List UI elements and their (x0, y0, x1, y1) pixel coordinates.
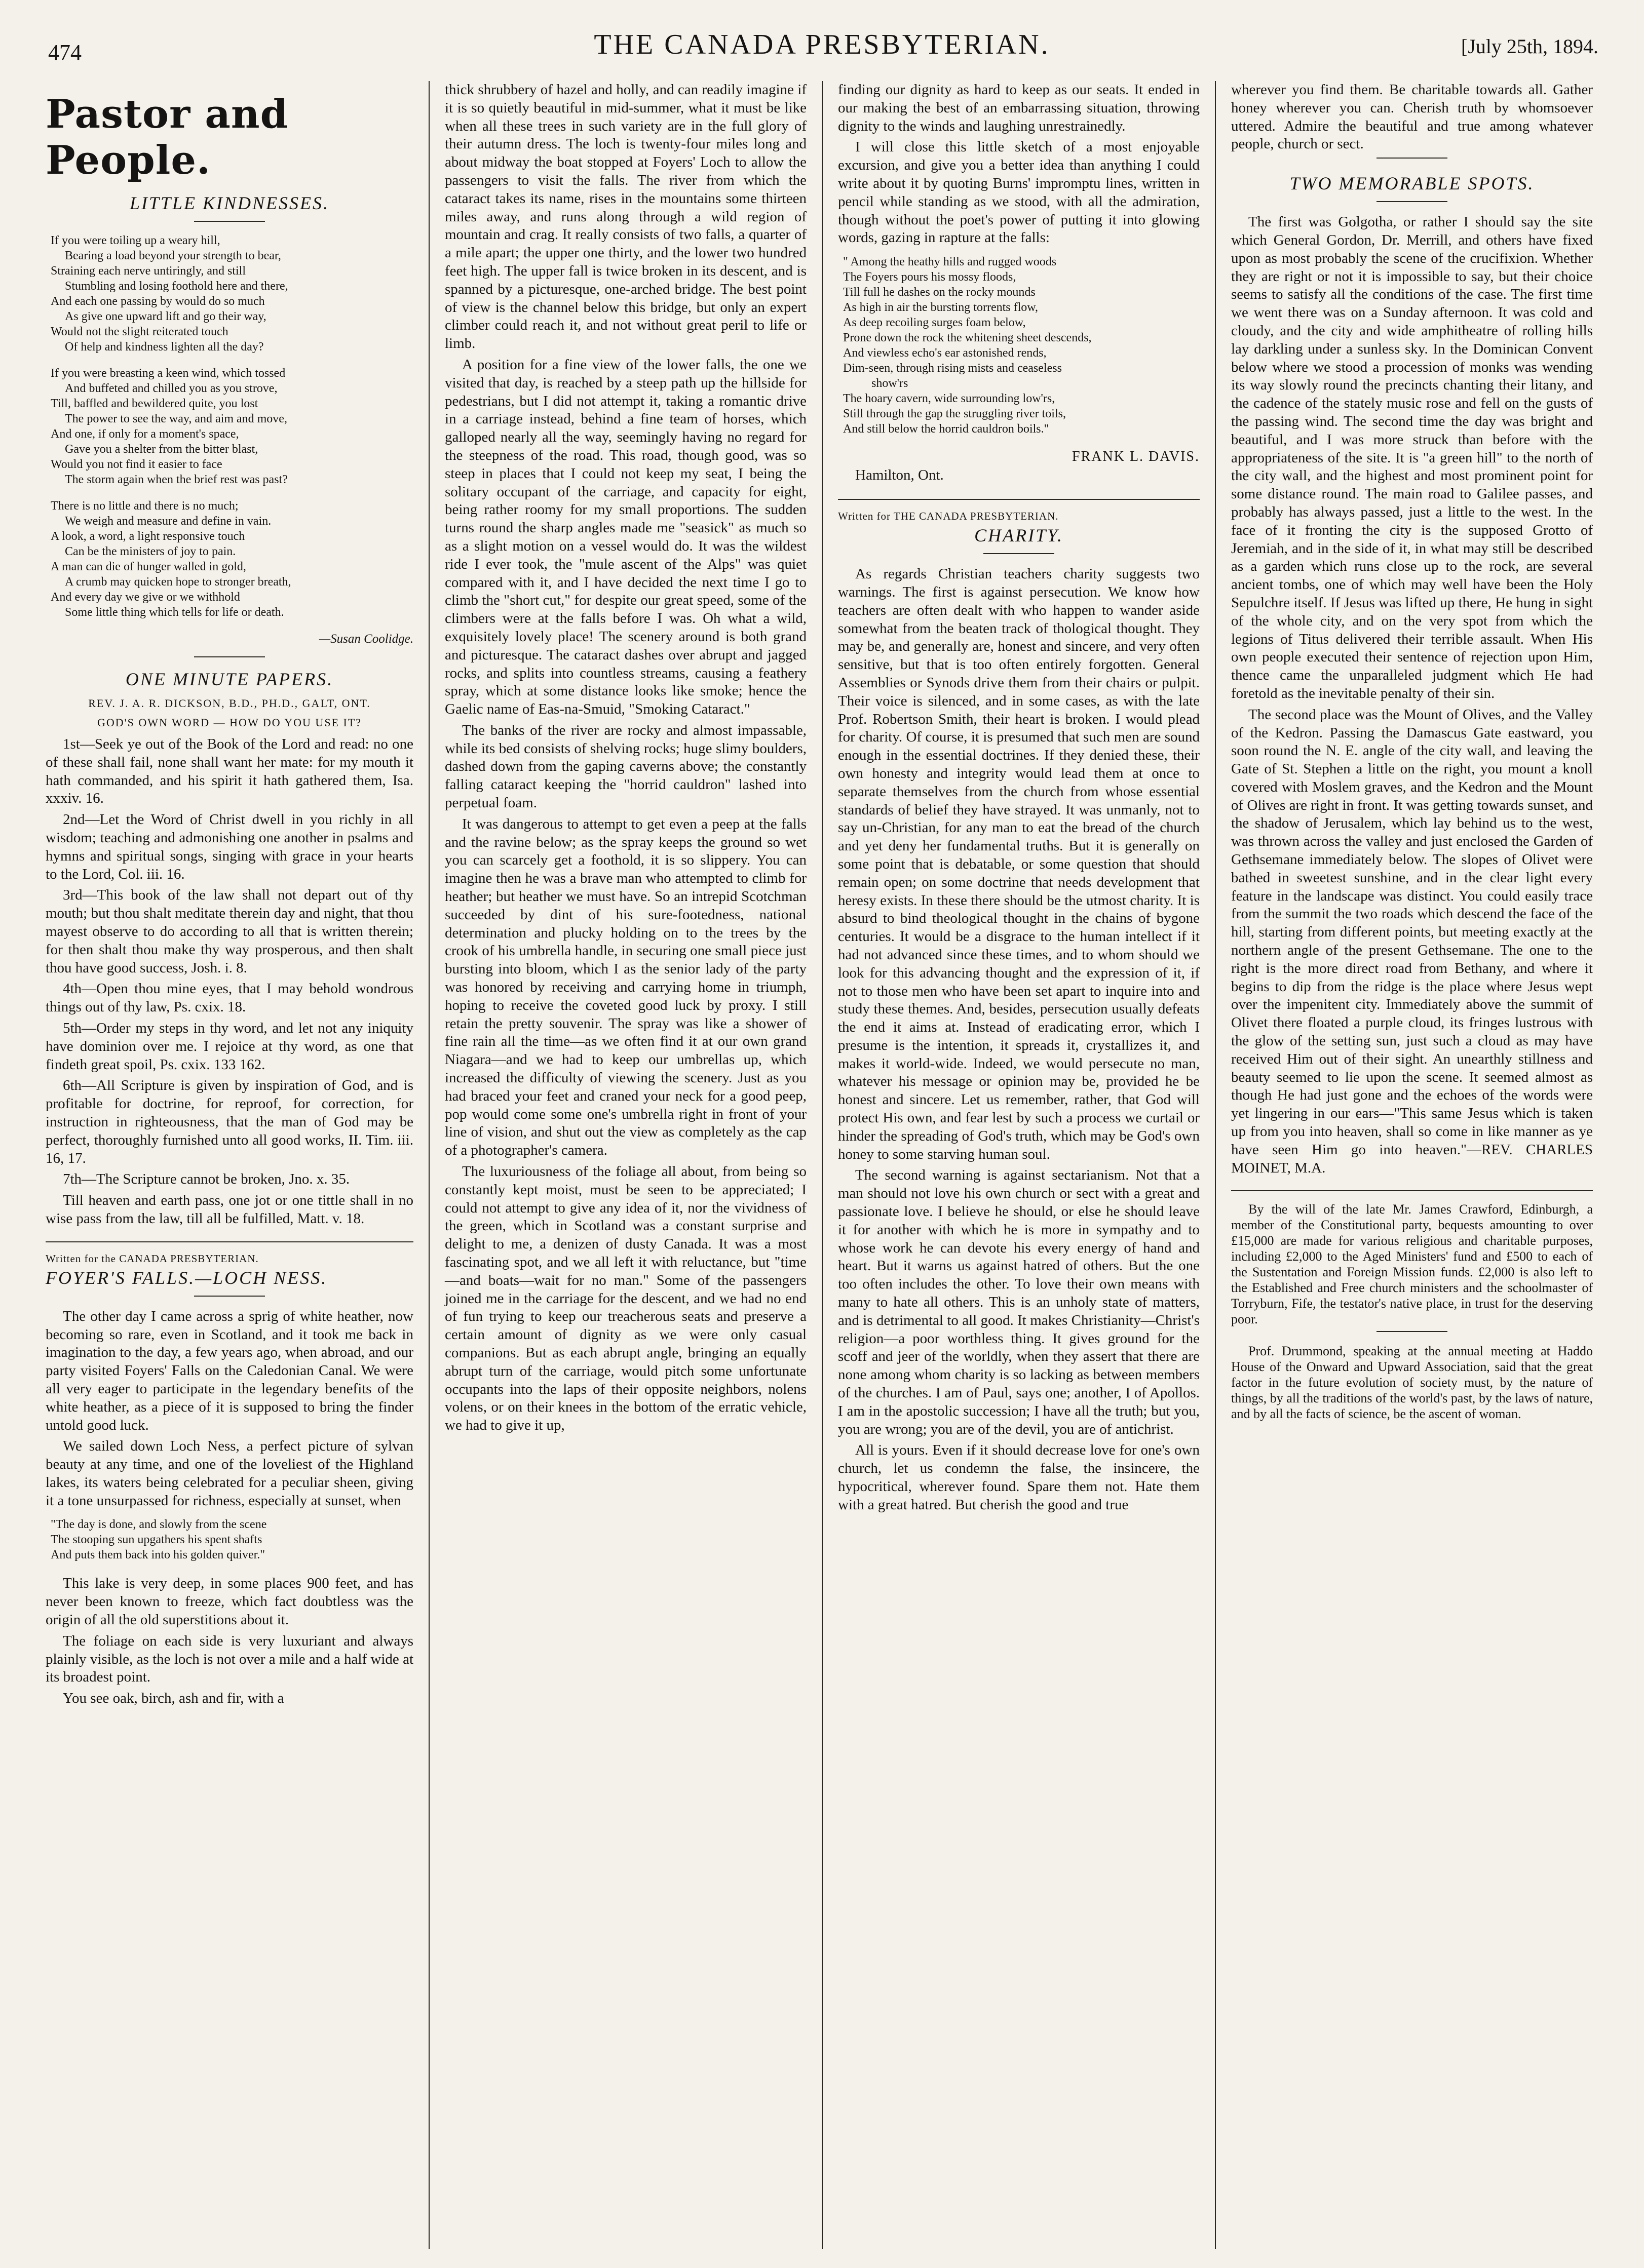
paragraph: I will close this little sketch of a most enjoyable excursion, and give you a better idea than anything I could write about it by quoting Burns' impromptu lines, written in pencil while standing as we stood, with all the admiration, though without the poet's power of putting it into glowing words, gazing in rapture at the falls: (838, 139, 1200, 246)
poem-line: Stumbling and losing foothold here and there, (65, 280, 288, 293)
news-note: Prof. Drummond, speaking at the annual meeting at Haddo House of the Onward and Upward Association, said that the great factor in the future evolution of society must, by the nature of things, by all the traditions of the world's past, by the laws of nature, and by all the facts of science, be the ascent of woman. (1231, 1344, 1593, 1422)
divider (1377, 158, 1447, 159)
column-2 (429, 81, 822, 2249)
article-subhead: GOD'S OWN WORD — HOW DO YOU USE IT? (97, 716, 362, 729)
divider (1377, 201, 1447, 202)
paragraph: We sailed down Loch Ness, a perfect picture of sylvan beauty at any time, and one of the loveliest of the Highland lakes, its waters being celebrated for a peculiar sheen, giving it a tone unsurpassed for richness, especially at sunset, when (46, 1438, 413, 1509)
columns (35, 81, 1609, 2249)
written-for-line: Written for the CANADA PRESBYTERIAN. (46, 1252, 259, 1265)
poem-line: A crumb may quicken hope to stronger breath, (65, 575, 291, 589)
column-1 (35, 81, 429, 2249)
poem-line: As high in air the bursting torrents flow, (843, 301, 1039, 315)
paragraph: wherever you find them. Be charitable towards all. Gather honey wherever you can. Cherish truth by whomsoever uttered. Admire the beautiful and true among whatever people, church or sect. (1231, 82, 1593, 152)
paragraph: As regards Christian teachers charity suggests two warnings. The first is against persecution. We know how teachers are often dealt with who happen to wander aside somewhat from the beaten track of thological thought. They may be, and generally are, honest and sincere, and very often sensitive, but that is too often entirely forgotten. General Assemblies or Synods drive them from their chairs or pulpit. Their voice is silenced, and in some cases, as with the late Prof. Robertson Smith, their heart is broken. I would plead for charity. Of course, it is presumed that such men are sound enough in the essential doctrines. If they denied these, their own honesty and integrity would lead them at once to separate themselves from the church from whose essential standards of belief they have strayed. It was unmanly, not to say un-Christian, for any man to eat the bread of the church and yet deny her fundamental truths. But it is generally on some point that is debatable, or some question that should remain open; on some doctrine that needs development that heresy exists. In these there should be the utmost charity. It is absurd to bind theological thought in the chains of bygone centuries. It would be a disgrace to the human intellect if it had not advanced since these times, and to whom should we look for this advancing thought and the expression of it, if not to those men who have been set apart to inquire into and study these themes. And, besides, persecution usually defeats the end it aims at. Instead of eradicating error, which I presume is the intention, it spreads it, crystallizes it, and makes it world-wide. Indeed, we would persecute no man, whatever his message or opinion may be, provided he be honest and sincere. Let us remember, rather, that God will protect His own, and fear lest by such a process we curtail or hinder the spreading of God's truth, which may be God's own honey to some starving human soul. (838, 566, 1200, 1162)
poem-line: As give one upward lift and go their way, (65, 310, 266, 323)
article-title: CHARITY. (974, 525, 1063, 546)
poem (51, 233, 413, 620)
paragraph: The foliage on each side is very luxuriant and always plainly visible, as the loch is not over a mile and a half wide at its broadest point. (46, 1632, 413, 1686)
poem-line: Prone down the rock the whitening sheet descends, (843, 331, 1092, 345)
poem-line: And still below the horrid cauldron boils." (843, 422, 1049, 436)
poem-line: The power to see the way, and aim and move, (65, 412, 287, 425)
poem-title: LITTLE KINDNESSES. (129, 193, 330, 213)
poem-line: A man can die of hunger walled in gold, (51, 560, 246, 573)
poem-line: Bearing a load beyond your strength to bear, (65, 249, 281, 262)
paragraph: finding our dignity as hard to keep as our seats. It ended in our making the best of an embarrassing situation, throwing dignity to the winds and laughing unrestrainedly. (838, 82, 1200, 134)
divider (194, 221, 265, 222)
paragraph: The luxuriousness of the foliage all about, from being so constantly kept moist, must be seen to be appreciated; I could not attempt to give any idea of it, nor the vividness of the green, which in Scotland was a constant surprise and delight to me, a denizen of dusty Canada. It was a most fascinating spot, and we all left it with reluctance, but "time—and boats—wait for no man." Some of the passengers joined me in the carriage for the descent, and we had no end of fun trying to keep our treacherous seats and preserve a certain amount of dignity as we were only casual companions. But as each abrupt angle, bringing an equally abrupt turn of the carriage, would pitch some unfortunate occupants into the laps of their opposite neighbors, nolens volens, or on their knees in the bottom of the erratic vehicle, we had to give it up, (445, 1163, 807, 1434)
divider (838, 499, 1200, 500)
written-for-line: Written for THE CANADA PRESBYTERIAN. (838, 510, 1059, 523)
quote-line: The stooping sun upgathers his spent shafts (51, 1533, 262, 1547)
news-note: By the will of the late Mr. James Crawford, Edinburgh, a member of the Constitutional party, bequests amounting to over £15,000 are made for various religious and charitable purposes, including £2,000 to the Aged Ministers' fund and £500 to each of the Sustentation and Foreign Mission funds. £2,000 is also left to the Established and Free church ministers and the schoolmaster of Torryburn, Fife, the testator's native place, in trust for the deserving poor. (1231, 1202, 1593, 1327)
poem-line: And buffeted and chilled you as you strove, (65, 382, 278, 395)
paragraph: The banks of the river are rocky and almost impassable, while its bed consists of shelving rocks; huge slimy boulders, dashed down from the gaping caverns above; the constantly falling cataract keeping the "horrid cauldron" lashed into perpetual foam. (445, 722, 807, 811)
poem-line: Gave you a shelter from the bitter blast, (65, 443, 258, 456)
article-title: TWO MEMORABLE SPOTS. (1289, 173, 1535, 194)
poem-line: Would you not find it easier to face (51, 458, 222, 471)
news-notes (1231, 1201, 1593, 1422)
poem-line: And every day we give or we withhold (51, 591, 240, 604)
poem-line: The hoary cavern, wide surrounding low'rs, (843, 392, 1055, 406)
poem-line: If you were breasting a keen wind, which tossed (51, 367, 286, 380)
poem-line: And each one passing by would do so much (51, 295, 265, 308)
column-3 (822, 81, 1215, 2249)
article-title: ONE MINUTE PAPERS. (125, 669, 334, 689)
paragraph: 5th—Order my steps in thy word, and let not any iniquity have dominion over me. I rejoice at thy word, as one that findeth great spoil, Ps. cxix. 133 162. (46, 1020, 413, 1073)
page-number: 474 (48, 40, 82, 65)
paragraph: The first was Golgotha, or rather I should say the site which General Gordon, Dr. Merrill, and others have fixed upon as most probably the scene of the crucifixion. Whether they are right or not it is impossible to say, but their choice seems to satisfy all the conditions of the case. The first time we went there was on a Sunday afternoon. It was cold and cloudy, and the city and wide amphitheatre of rolling hills lay darkling under a sunless sky. In the Dominican Convent below where we stood a procession of monks was wending its way slowly round the precincts chanting their litany, and the cadence of the stately music rose and fell on the gusts of the passing wind. The second time the day was bright and beautiful, and I was more struck than before with the appropriateness of the site. It is "a green hill" to the north of the city wall, and the highest and most prominent point for some distance round. The main road to Galilee passes, and probably has always passed, just a little to the west. In the face of it fronting the city is the supposed Grotto of Jeremiah, and in the side of it, in what may still be described as a garden which runs close up to the rock, are several ancient tombs, one of which may well have been the Holy Sepulchre itself. If Jesus was lifted up there, He hung in sight of the whole city, and on the very spot from which the legions of Titus delivered their terrible assault. When His own people executed their sentence of rejection upon Him, thence came the unparalleled judgment which He had foretold as the inevitable penalty of their sin. (1231, 214, 1593, 701)
newspaper-page (35, 25, 1609, 2249)
poem-line: Can be the ministers of joy to pain. (65, 545, 236, 558)
paragraph: 3rd—This book of the law shall not depart out of thy mouth; but thou shalt meditate therein day and night, that thou mayest observe to do according to all that is written therein; for then shalt thou make thy way prosperous, and then shalt thou have good success, Josh. i. 8. (46, 887, 413, 976)
poem-line: A look, a word, a light responsive touch (51, 530, 245, 543)
poem-line: The Foyers pours his mossy floods, (843, 270, 1016, 284)
paragraph: 2nd—Let the Word of Christ dwell in you richly in all wisdom; teaching and admonishing one another in psalms and hymns and spiritual songs, singing with grace in your hearts to the Lord, Col. iii. 16. (46, 811, 413, 882)
poem-line: Would not the slight reiterated touch (51, 325, 228, 338)
quotation (51, 1517, 413, 1562)
paragraph: 4th—Open thou mine eyes, that I may behold wondrous things out of thy law, Ps. cxix. 18. (46, 981, 413, 1015)
poem-line: show'rs (871, 377, 908, 390)
poem-line: Dim-seen, through rising mists and ceaseless (843, 362, 1062, 375)
paragraph: thick shrubbery of hazel and holly, and can readily imagine if it is so quietly beautiful in mid-summer, what it must be like when all these trees in such variety are in the full glory of their autumn dress. The loch is twenty-four miles long and about midway the boat stopped at Foyers' Loch to allow the passengers to visit the falls. The river from which the cataract takes its name, rises in the mountains some thirteen miles away, and runs along through a wild region of mountain and crag. It really consists of two falls, a quarter of a mile apart; the upper one thirty, and the lower two hundred feet high. The upper fall is twice broken in its descent, and is spanned by a picturesque, one-arched bridge. The best point of view is the channel below this bridge, but only an expert climber could reach it, and not without great peril to life or limb. (445, 82, 807, 352)
quote-line: "The day is done, and slowly from the scene (51, 1518, 267, 1532)
divider (194, 1296, 265, 1297)
author-place: Hamilton, Ont. (855, 467, 944, 484)
paragraph: Till heaven and earth pass, one jot or one tittle shall in no wise pass from the law, till all be fulfilled, Matt. v. 18. (46, 1192, 413, 1227)
masthead (35, 25, 1609, 71)
poem-line: Some little thing which tells for life or death. (65, 606, 284, 619)
poem-author: —Susan Coolidge. (319, 632, 413, 646)
paragraph: 6th—All Scripture is given by inspiration of God, and is profitable for doctrine, for reproof, for correction, for instruction in righteousness, that the man of God may be perfect, thoroughly furnished unto all good works, II. Tim. iii. 16, 17. (46, 1077, 413, 1166)
poem-line: We weigh and measure and define in vain. (65, 515, 272, 528)
burns-poem (843, 254, 1200, 437)
paragraph: It was dangerous to attempt to get even a peep at the falls and the ravine below; as the spray keeps the ground so wet you can scarcely get a foothold, it is so slippery. You can imagine then he was a brave man who attempted to climb for heather; but heather we must have. So an intrepid Scotchman succeeded by dint of his sure-footedness, national determination and plucky holding on to the trees by the crook of his umbrella handle, in securing one small piece just bursting into bloom, which I as the senior lady of the party was honored by receiving and carrying home in triumph, hoping to receive the coveted good luck by proxy. I still retain the pretty souvenir. The spray was like a shower of fine rain all the time—as we often find it at our own grand Niagara—and we had to keep our umbrellas up, which increased the difficulty of viewing the scenery. Just as you had braced your feet and craned your neck for a good peep, pop would come some one's umbrella right in front of your line of vision, and shut out the view as completely as the cap of a photographer's camera. (445, 815, 807, 1159)
paragraph: The second warning is against sectarianism. Not that a man should not love his own church or sect with a great and passionate love. I believe he should, or else he should leave it for another with which he is more in sympathy and to whose work he can devote his every energy of hand and heart. But it warns us against hatred of others. But the one too often includes the other. To love their own means with many to hate all others. This is an unholy state of matters, and is detrimental to all good. It makes Christianity—Christ's religion—a poor worthless thing. It gives ground for the scoff and jeer of the worldly, when they assert that there are none among whom charity is so lacking as between members of the churches. I am of Paul, says one; another, I of Apollos. I am in the apostolic succession; I have all the truth; but you, you are wrong; you are of the devil, you are of antichrist. (838, 1167, 1200, 1437)
divider (1377, 1331, 1447, 1332)
paragraph: A position for a fine view of the lower falls, the one we visited that day, is reached by a steep path up the hillside for pedestrians, but I did not attempt it, taking a romantic drive in a carriage instead, behind a fine team of horses, which galloped nearly all the way, seemingly having no regard for the steepness of the road. This road, though good, was so steep in places that I could not keep my seat, I being the solitary occupant of the carriage, and capacity for eight, being rather roomy for my small proportions. The sudden turns round the sharp angles made me "seasick" as much so as a slight motion on a vessel would do. It was the wildest ride I ever took, the "mule ascent of the Alps" was quiet compared with it, and I have decided the next time I go to climb the "short cut," for despite our great speed, some of the climbers were at the falls before I was. Oh what a wild, exquisitely lovely place! The scenery around is both grand and picturesque. The cataract dashes over abrupt and jagged rocks, and splits into countless streams, causing a feathery spray, which at some distance looks like smoke; hence the Gaelic name of Eas-na-Smuid, "Smoking Cataract." (445, 356, 807, 718)
poem-line: " Among the heathy hills and rugged woods (843, 255, 1057, 269)
poem-line: Till full he dashes on the rocky mounds (843, 286, 1036, 299)
author-signature: FRANK L. DAVIS. (1072, 449, 1200, 465)
poem-line: Till, baffled and bewildered quite, you lost (51, 397, 258, 410)
column-4 (1215, 81, 1608, 2249)
divider (194, 656, 265, 657)
divider (46, 1241, 413, 1242)
paragraph: The other day I came across a sprig of white heather, now becoming so rare, even in Scotland, and it took me back in imagination to the day, a few years ago, when abroad, and our party visited Foyers' Falls on the Caledonian Canal. We were all very eager to participate in the legendary benefits of the white heather, as a piece of it is supposed to bring the finder untold good luck. (46, 1308, 413, 1433)
paragraph: 7th—The Scripture cannot be broken, Jno. x. 35. (63, 1171, 350, 1188)
section-title: Pastor and People. (46, 91, 289, 183)
poem-line: And one, if only for a moment's space, (51, 427, 239, 441)
poem-line: There is no little and there is no much; (51, 499, 239, 513)
poem-line: Still through the gap the struggling river toils, (843, 407, 1066, 421)
poem-line: If you were toiling up a weary hill, (51, 234, 220, 247)
article-title: FOYER'S FALLS.—LOCH NESS. (46, 1267, 328, 1288)
poem-line: As deep recoiling surges foam below, (843, 316, 1026, 330)
issue-date: [July 25th, 1894. (1461, 35, 1598, 58)
paragraph: The second place was the Mount of Olives, and the Valley of the Kedron. Passing the Damascus Gate eastward, you soon round the N. E. angle of the city wall, and leaving the Gate of St. Stephen a little on the right, you mount a knoll covered with Moslem graves, and the Kedron and the Mount of Olives are right in front. It was getting towards sunset, and the shadow of Jerusalem, which lay behind us to the west, was thrown across the valley and just enclosed the Garden of Gethsemane immediately below. The slopes of Olivet were bathed in sweetest sunshine, and in the clear light every feature in the landscape was distinct. You could easily trace from the summit the two roads which descend the face of the hill, starting from different points, but meeting exactly at the northern angle of the present Gethsemane. The one to the right is the more direct road from Bethany, and where it begins to dip from the ridge is the place where Jesus wept over the impenitent city. Immediately above the summit of Olivet there floated a purple cloud, its fringes lustrous with the glow of the setting sun, just such a cloud as may have received Him out of their sight. An unearthly stillness and beauty seemed to lie upon the scene. It seemed almost as though He had just gone and the echoes of the words were yet lingering in our ears—"This same Jesus which is taken up from you into heaven, shall so come in like manner as ye have seen Him go into heaven."—REV. CHARLES MOINET, M.A. (1231, 706, 1593, 1176)
poem-line: Of help and kindness lighten all the day? (65, 340, 264, 354)
poem-line: And viewless echo's ear astonished rends, (843, 346, 1047, 360)
divider (983, 553, 1054, 554)
paragraph: You see oak, birch, ash and fir, with a (63, 1690, 284, 1707)
newspaper-title: THE CANADA PRESBYTERIAN. (594, 29, 1050, 60)
paragraph: This lake is very deep, in some places 900 feet, and has never been known to freeze, which fact doubtless was the origin of all the old superstitions about it. (46, 1575, 413, 1628)
article-author: REV. J. A. R. DICKSON, B.D., PH.D., GALT, ONT. (88, 697, 371, 710)
poem-line: The storm again when the brief rest was past? (65, 473, 288, 486)
paragraph: All is yours. Even if it should decrease love for one's own church, let us condemn the false, the insincere, the hypocritical, wherever found. Spare them not. Hate them with a great hatred. But cherish the good and true (838, 1442, 1200, 1513)
quote-line: And puts them back into his golden quiver." (51, 1548, 265, 1562)
poem-line: Straining each nerve untiringly, and still (51, 264, 246, 278)
paragraph: 1st—Seek ye out of the Book of the Lord and read: no one of these shall fail, none shall want her mate: for my mouth it hath commanded, and his spirit it hath gathered them, Isa. xxxiv. 16. (46, 736, 413, 807)
divider (1231, 1190, 1593, 1191)
